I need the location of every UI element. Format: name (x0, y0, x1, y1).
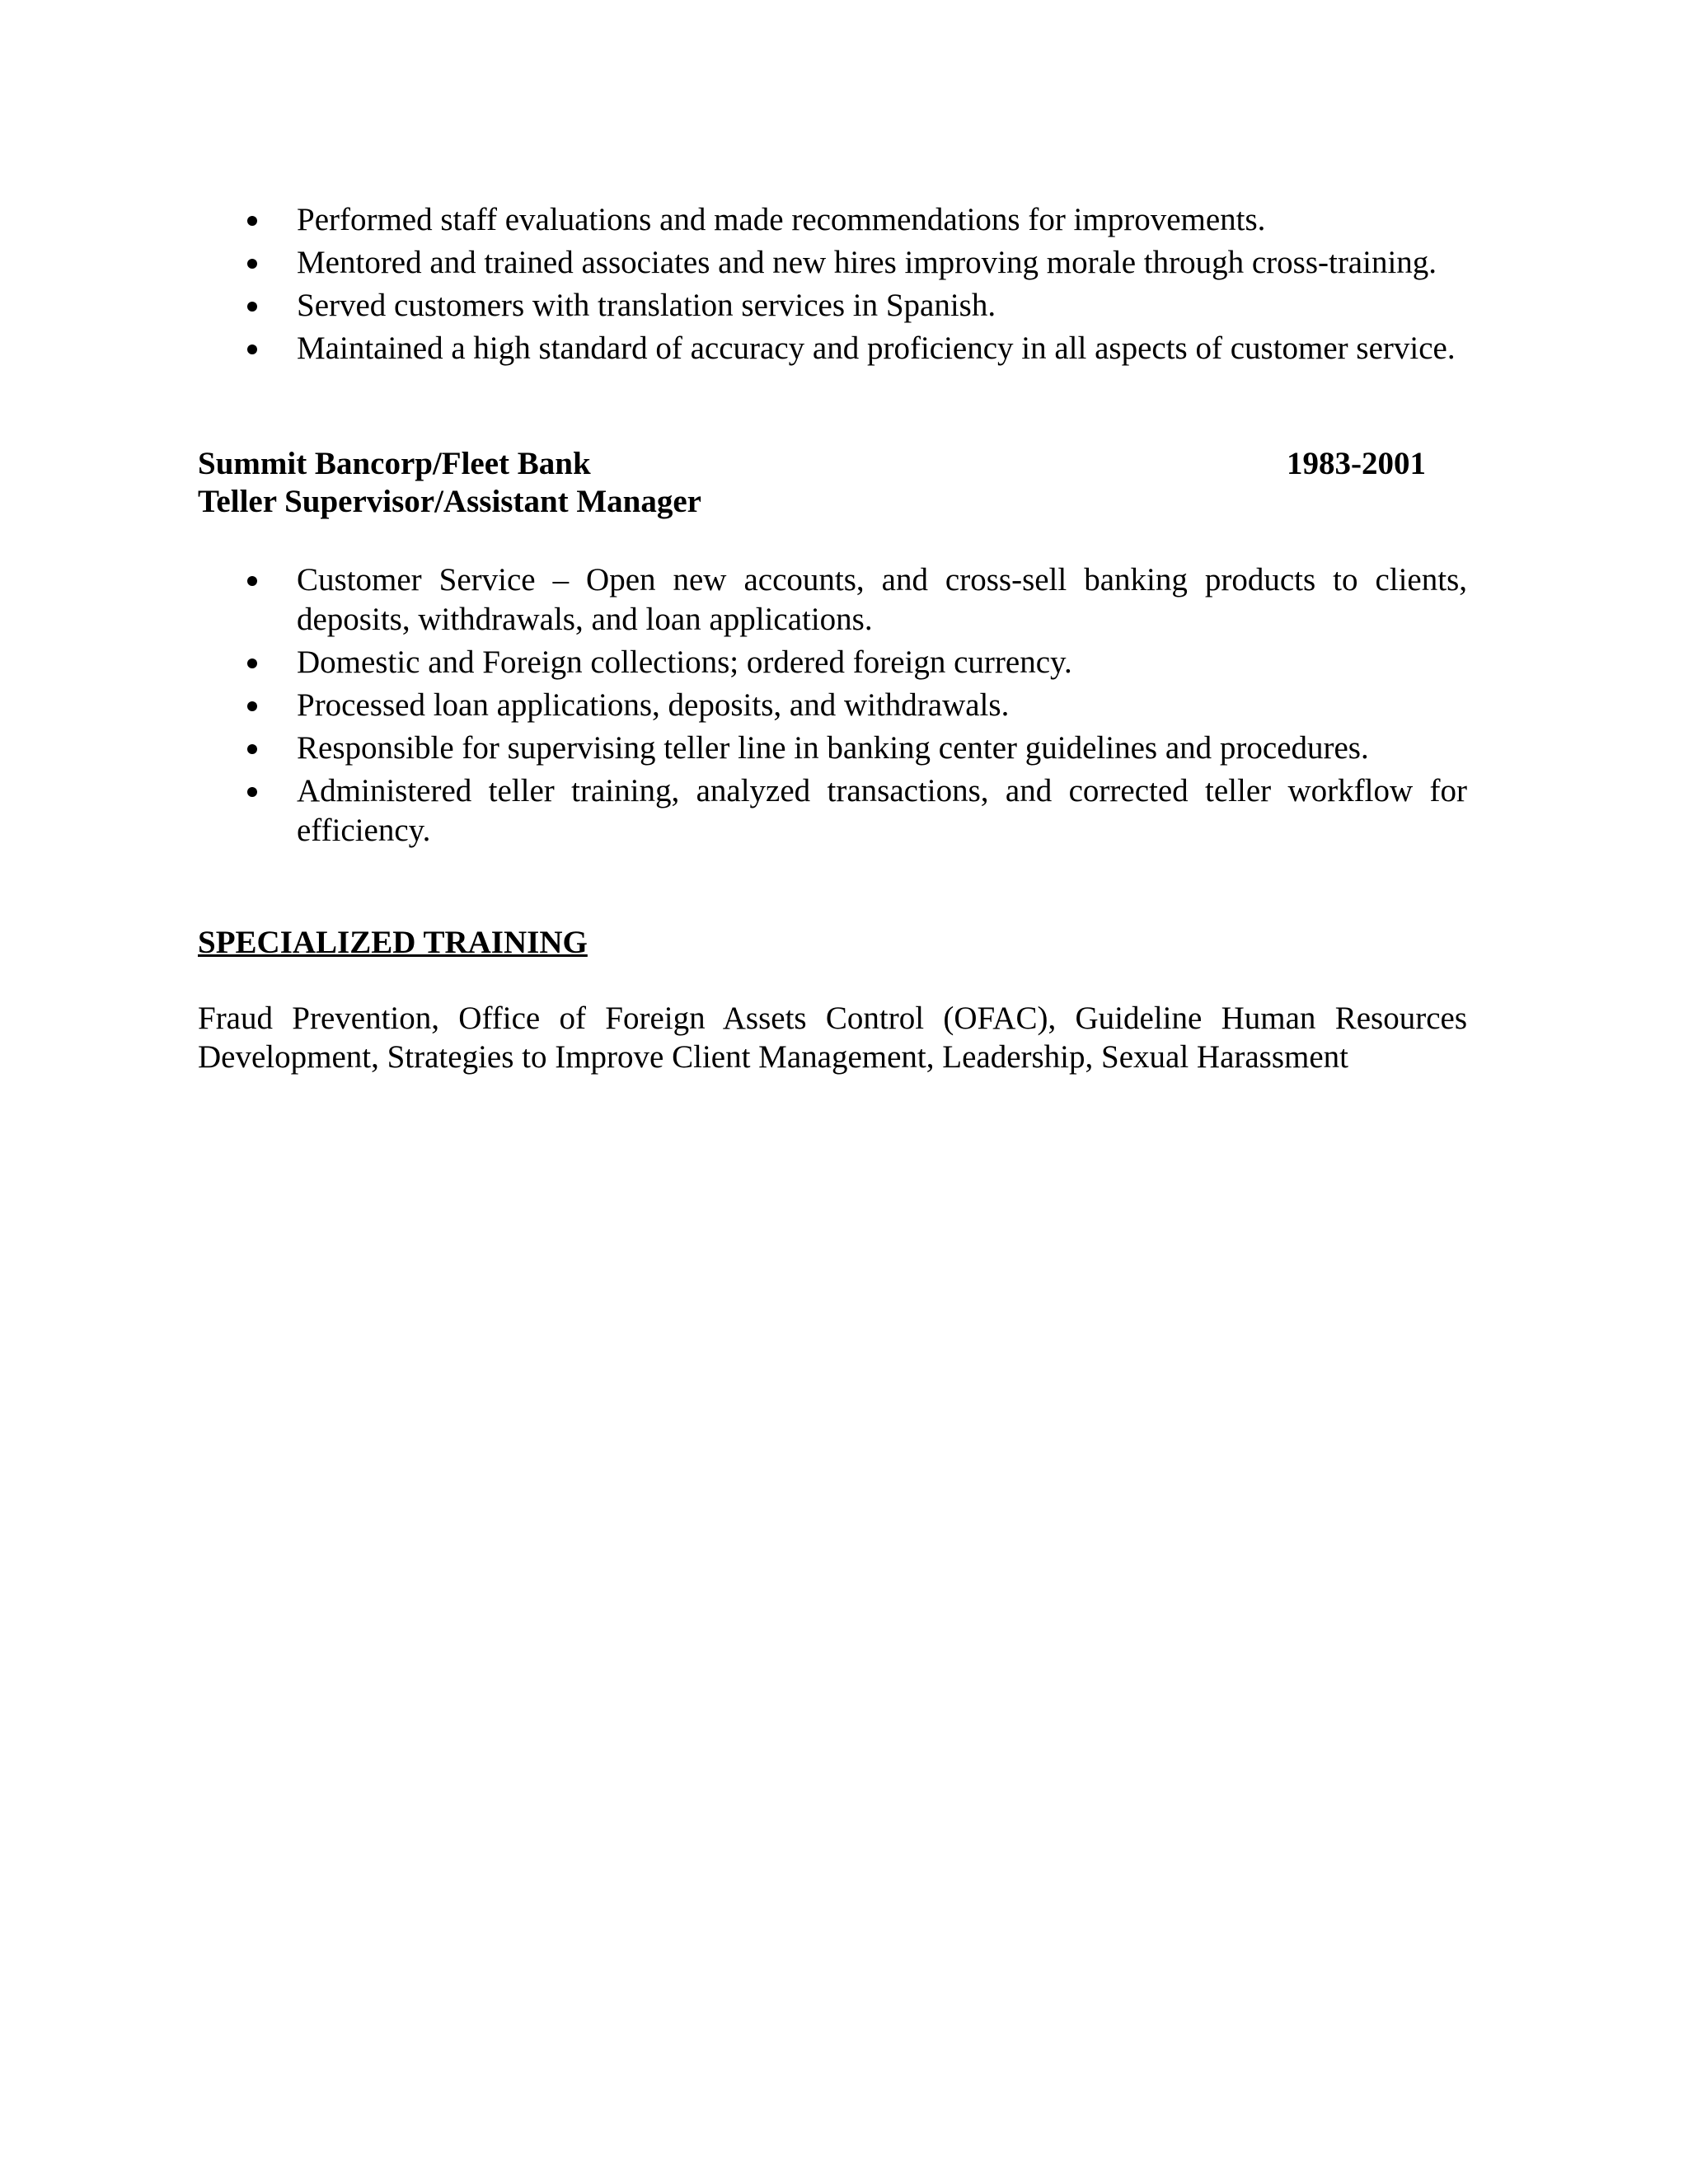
bullet-text: Domestic and Foreign collections; ordered foreign currency. (297, 644, 1072, 680)
job-bullet-list (198, 560, 1467, 854)
bullet-dot-icon (247, 787, 257, 797)
bullet-text: Served customers with translation services in Spanish. (297, 288, 996, 323)
job-dates: 1983-2001 (1287, 446, 1426, 481)
bullet-text: Administered teller training, analyzed transactions, and corrected teller workflow for efficiency. (297, 773, 1467, 848)
bullet-text: Maintained a high standard of accuracy and proficiency in all aspects of customer service. (297, 330, 1456, 366)
bullet-text: Responsible for supervising teller line in banking center guidelines and procedures. (297, 730, 1369, 766)
bullet-text: Processed loan applications, deposits, and withdrawals. (297, 687, 1010, 723)
bullet-item (198, 286, 1467, 326)
job-company: Summit Bancorp/Fleet Bank (198, 446, 591, 481)
bullet-dot-icon (247, 344, 257, 354)
bullet-text: Performed staff evaluations and made recommendations for improvements. (297, 202, 1266, 237)
previous-job-bullet-list (198, 200, 1467, 372)
bullet-item (198, 729, 1467, 768)
bullet-item (198, 560, 1467, 640)
section-heading-training: SPECIALIZED TRAINING (198, 925, 588, 960)
job-title: Teller Supervisor/Assistant Manager (198, 484, 701, 519)
bullet-text: Customer Service – Open new accounts, and cross-sell banking products to clients, deposits, withdrawals, and loan applications. (297, 562, 1467, 637)
job-company-row (198, 445, 1426, 483)
bullet-dot-icon (247, 744, 257, 754)
bullet-item (198, 329, 1467, 368)
bullet-dot-icon (247, 701, 257, 711)
bullet-item (198, 686, 1467, 725)
bullet-dot-icon (247, 259, 257, 269)
bullet-dot-icon (247, 658, 257, 668)
bullet-text: Mentored and trained associates and new hires improving morale through cross-training. (297, 245, 1437, 280)
bullet-dot-icon (247, 302, 257, 312)
job-header (198, 445, 1426, 521)
training-paragraph: Fraud Prevention, Office of Foreign Assets Control (OFAC), Guideline Human Resources Development, Strategies to Improve Client Management, Leadership, Sexual Harassment (198, 1001, 1467, 1075)
bullet-item (198, 243, 1467, 283)
bullet-item (198, 771, 1467, 851)
bullet-item (198, 643, 1467, 682)
bullet-dot-icon (247, 576, 257, 586)
bullet-item (198, 200, 1467, 240)
bullet-dot-icon (247, 216, 257, 226)
